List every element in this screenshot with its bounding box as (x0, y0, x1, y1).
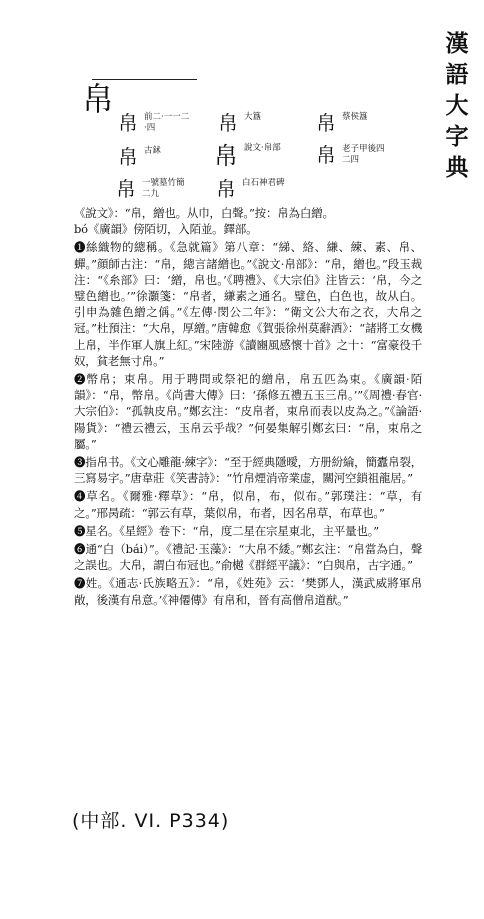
glyph-form (218, 112, 261, 134)
title-char: 大 (445, 92, 469, 119)
glyph-source: 一號墓竹簡 二九 (142, 178, 185, 199)
title-char: 字 (445, 123, 469, 150)
handwritten-note: (中部. VI. P334) (72, 810, 230, 832)
title-char: 典 (445, 154, 469, 181)
entry-body (74, 205, 422, 608)
head-character: 帛 (82, 80, 115, 118)
glyph-form (118, 146, 161, 168)
glyph-form (316, 144, 385, 166)
sense-2: ❷幣帛；束帛。用于聘問或祭祀的繒帛，帛五匹為束。《廣韻·陌韻》：“帛，幣帛。《尚書大傳》曰：‘孫修五禮五玉三帛。’”《周禮·春官·大宗伯》：“孤執皮帛。”鄭玄注：“皮帛者，束帛而表以皮為之。”《論語·陽貨》：“禮云禮云，玉帛云乎哉？”何晏集解引鄭玄曰：“帛，束帛之屬。” (74, 372, 422, 451)
sense-1: ❶絲織物的總稱。《急就篇》第八章：“綈、絡、縑、練、素、帛、蟬。”顔師古注：“帛，總言諸繒也。”《說文·帛部》：“帛，繒也。”段玉裁注：“《糸部》曰：‘繒，帛也。’《聘禮》、《大宗伯》注皆云：‘帛，今之璧色繒也。’”徐灝箋：“帛者，縑素之通名。璧色，白色也，故从白。引申為雜色繒之偁。”《左傳·閔公二年》：“衛文公大布之衣，大帛之冠。”杜預注：“大帛，厚繒。”唐韓愈《賀張徐州莫辭酒》：“諸將工女機上帛，半作軍人旗上紅。”宋陸游《讀豳風感懷十首》之十：“富豪役千奴，貧老無寸帛。” (74, 240, 422, 368)
glyph: 帛 (316, 143, 336, 167)
glyph-form (216, 178, 285, 200)
sense-6: ❻通“白（bái）”。《禮記·玉藻》：“大帛不緌。”鄭玄注：“帛當為白，聲之誤也。大帛，謂白布冠也。”俞樾《群經平議》：“白與帛，古字通。” (74, 542, 422, 573)
glyph-form (214, 143, 281, 169)
sense-4: ❹草名。《爾雅·釋草》：“帛，似帛，布，似布。”郭璞注：“草，有之。”邢昺疏：“郭云有草，葉似帛，布者，因名帛草，布草也。” (74, 489, 422, 520)
pronunciation: bó《廣韻》傍陌切，入陌並。鐸部。 (74, 222, 258, 237)
sense-3: ❸指帛书。《文心雕龍·練字》：“至于經典隱曖，方册紛綸，簡蠹帛裂，三寫易字。”唐韋莊《笑書詩》：“竹帛煙消帝業虚，關河空鎖祖龍居。” (74, 455, 422, 486)
glyph-source: 蔡侯簋 (342, 112, 368, 122)
glyph: 帛 (316, 111, 336, 135)
glyph: 帛 (118, 111, 138, 135)
dictionary-title (440, 28, 474, 183)
title-char: 語 (445, 61, 469, 88)
glyph-source: 古鉥 (144, 146, 162, 156)
glyph: 帛 (216, 177, 236, 201)
glyph-source: 說文·帛部 (244, 143, 281, 153)
glyph-source: 白石神君碑 (242, 178, 285, 188)
glyph-source: 大簋 (244, 112, 262, 122)
glyph: 帛 (218, 111, 238, 135)
sense-5: ❺星名。《星經》卷下：“帛，度二星在宗星東北，主平量也。” (74, 523, 379, 538)
glyph-form (118, 112, 189, 134)
glyph: 帛 (118, 145, 138, 169)
title-char: 漢 (445, 30, 469, 57)
glyph-form (316, 112, 368, 134)
glyph-source: 前二·一一二 ·四 (144, 112, 190, 133)
sense-7: ❼姓。《通志·氏族略五》：“帛，《姓苑》云：‘樊鄧人，漢武威將軍帛敞，後漢有帛意。’《神僊傳》有帛和，晉有高僧帛道猷。” (74, 576, 422, 607)
glyph-form (116, 178, 185, 200)
glyph: 帛 (214, 142, 238, 170)
glyph-source: 老子甲後四 二四 (342, 144, 385, 165)
glyph: 帛 (116, 177, 136, 201)
etymology: 《說文》：“帛，繒也。从巾，白聲。”按：帛為白繒。 (74, 206, 334, 220)
